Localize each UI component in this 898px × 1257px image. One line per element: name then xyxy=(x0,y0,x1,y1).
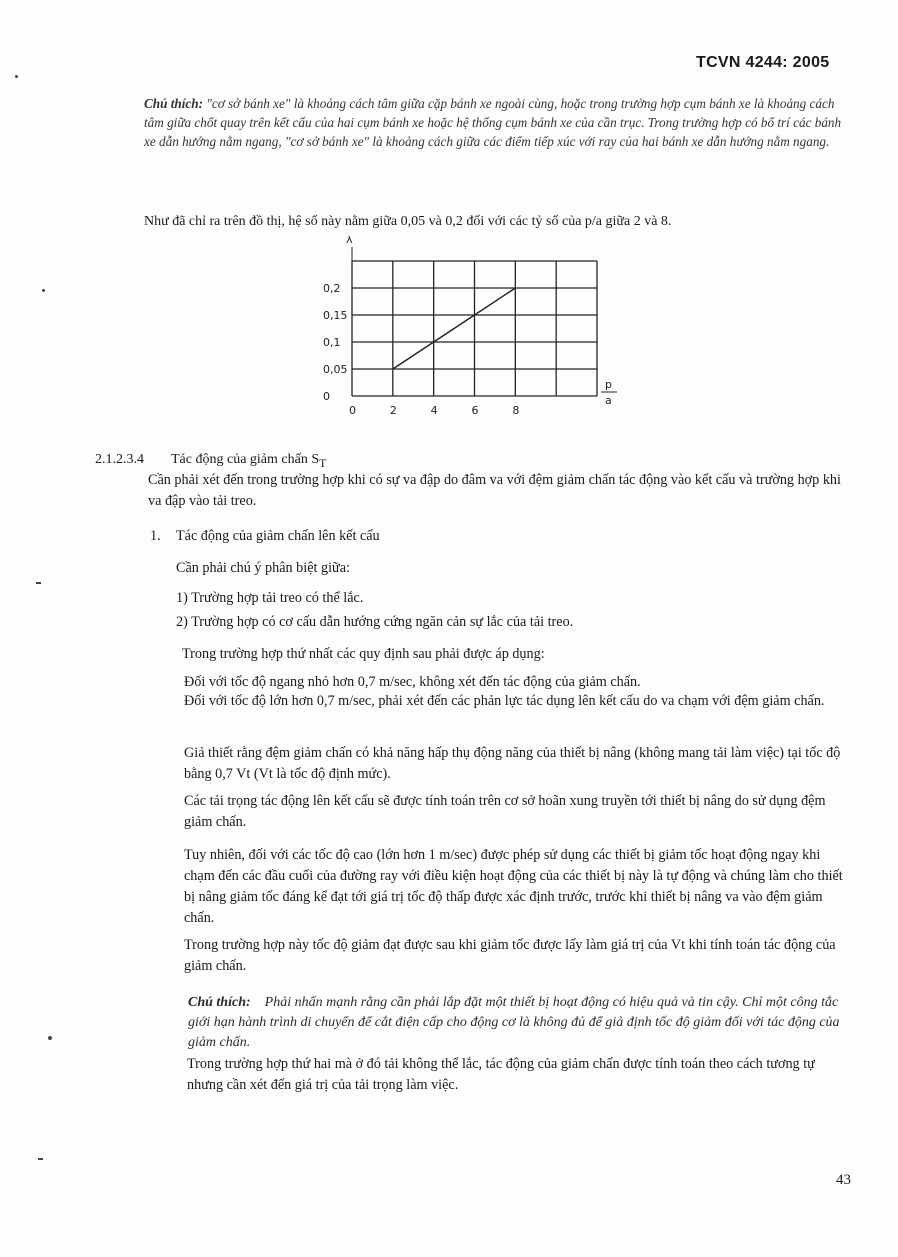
y-axis-label: λ xyxy=(346,236,353,246)
paragraph: Giả thiết rằng đệm giảm chấn có khả năng hấp thụ động năng của thiết bị nâng (không mang tải làm việc) tại tốc độ bằng 0,7 Vt (Vt là tốc độ định mức). xyxy=(184,745,841,782)
paragraph: Đối với tốc độ ngang nhỏ hơn 0,7 m/sec, không xét đến tác động của giảm chấn. xyxy=(184,674,641,690)
x-axis-label-numerator: p xyxy=(605,378,612,391)
note-text: "cơ sở bánh xe" là khoảng cách tâm giữa cặp bánh xe ngoài cùng, hoặc trong trường hợp cụm bánh xe là khoảng cách tâm giữa chốt quay trên kết cấu của hai cụm bánh xe hoặc hệ thống cụm bánh xe của cần trục. Trong trường hợp có bố trí các bánh xe dẫn hướng nằm ngang, "cơ sở bánh xe" là khoảng cách giữa các điểm tiếp xúc với ray của hai bánh xe dẫn hướng nằm ngang. xyxy=(144,96,842,149)
scan-speck xyxy=(36,582,41,584)
section-title-subscript: T xyxy=(319,456,327,470)
lambda-chart xyxy=(315,236,635,432)
scan-speck xyxy=(42,289,45,292)
paragraph: Trong trường hợp này tốc độ giảm đạt được sau khi giảm tốc được lấy làm giá trị của Vt khi tính toán tác động của giảm chấn. xyxy=(184,937,836,974)
paragraph: Các tải trọng tác động lên kết cấu sẽ được tính toán trên cơ sở hoãn xung truyền tới thiết bị nâng do sử dụng đệm giảm chấn. xyxy=(184,793,826,830)
subsection-number: 1. xyxy=(150,528,161,544)
paragraph: 2) Trường hợp có cơ cấu dẫn hướng cứng ngăn cản sự lắc của tải treo. xyxy=(176,614,574,630)
paragraph: 1) Trường hợp tải treo có thể lắc. xyxy=(176,590,364,606)
chart-marks xyxy=(393,288,515,369)
scan-speck xyxy=(48,1036,52,1040)
x-tick-label: 4 xyxy=(430,404,438,417)
y-tick-label: 0,2 xyxy=(323,282,341,295)
paragraph: Tuy nhiên, đối với các tốc độ cao (lớn hơn 1 m/sec) được phép sử dụng các thiết bị giảm tốc hoạt động ngay khi chạm đến các đầu cuối của đường ray với điều kiện hoạt động của các thiết bị này là tự động và chúng làm cho thiết bị nâng giảm tốc đáng kể đạt tới giá trị tốc độ thấp được xác định trước, trước khi thiết bị nâng va vào đệm giảm chấn. xyxy=(184,847,843,926)
y-tick-label: 0,15 xyxy=(323,309,348,322)
subsection-title: Tác động của giảm chấn lên kết cấu xyxy=(176,528,380,544)
y-tick-label: 0,05 xyxy=(323,363,348,376)
section-intro: Cần phải xét đến trong trường hợp khi có sự va đập do đâm va với đệm giảm chấn tác động vào kết cấu và trường hợp khi va đập vào tải treo. xyxy=(148,472,841,509)
page-number: 43 xyxy=(836,1172,851,1188)
chart-grid xyxy=(352,247,597,396)
section-number: 2.1.2.3.4 xyxy=(95,452,144,467)
y-tick-label: 0,1 xyxy=(323,336,341,349)
subsection-heading xyxy=(150,528,380,545)
scan-speck xyxy=(38,1158,43,1160)
series-line xyxy=(393,288,515,369)
section-title: Tác động của giảm chấn S xyxy=(171,452,320,467)
note-text: Phải nhấn mạnh rằng cần phải lắp đặt một thiết bị hoạt động có hiệu quả và tin cậy. Chỉ một công tắc giới hạn hành trình di chuyển để cắt điện cấp cho động cơ là không đủ để giả định tốc độ giảm đối với tác động của giảm chấn. xyxy=(188,995,840,1050)
x-axis-label-denominator: a xyxy=(605,394,612,407)
note-label: Chú thích: xyxy=(188,995,251,1010)
note-top xyxy=(144,94,846,151)
paragraph: Đối với tốc độ lớn hơn 0,7 m/sec, phải xét đến các phản lực tác dụng lên kết cấu do va chạm với đệm giảm chấn. xyxy=(184,693,825,709)
x-tick-label: 0 xyxy=(349,404,356,417)
note-label: Chú thích: xyxy=(144,96,204,111)
note-bottom xyxy=(188,993,850,1053)
standard-code: TCVN 4244: 2005 xyxy=(696,54,830,71)
paragraph: Trong trường hợp thứ hai mà ở đó tải không thể lắc, tác động của giảm chấn được tính toán theo cách tương tự nhưng cần xét đến giá trị của tải trọng làm việc. xyxy=(187,1056,815,1093)
paragraph: Cần phải chú ý phân biệt giữa: xyxy=(176,560,350,576)
paragraph: Trong trường hợp thứ nhất các quy định sau phải được áp dụng: xyxy=(182,646,545,662)
x-tick-label: 6 xyxy=(471,404,479,417)
x-tick-label: 8 xyxy=(512,404,520,417)
scan-speck xyxy=(15,75,18,78)
intro-paragraph: Như đã chỉ ra trên đồ thị, hệ số này nằm giữa 0,05 và 0,2 đối với các tỷ số của p/a giữa 2 và 8. xyxy=(144,214,672,229)
x-tick-label: 2 xyxy=(389,404,397,417)
y-tick-label: 0 xyxy=(323,390,330,403)
section-heading xyxy=(95,452,326,470)
